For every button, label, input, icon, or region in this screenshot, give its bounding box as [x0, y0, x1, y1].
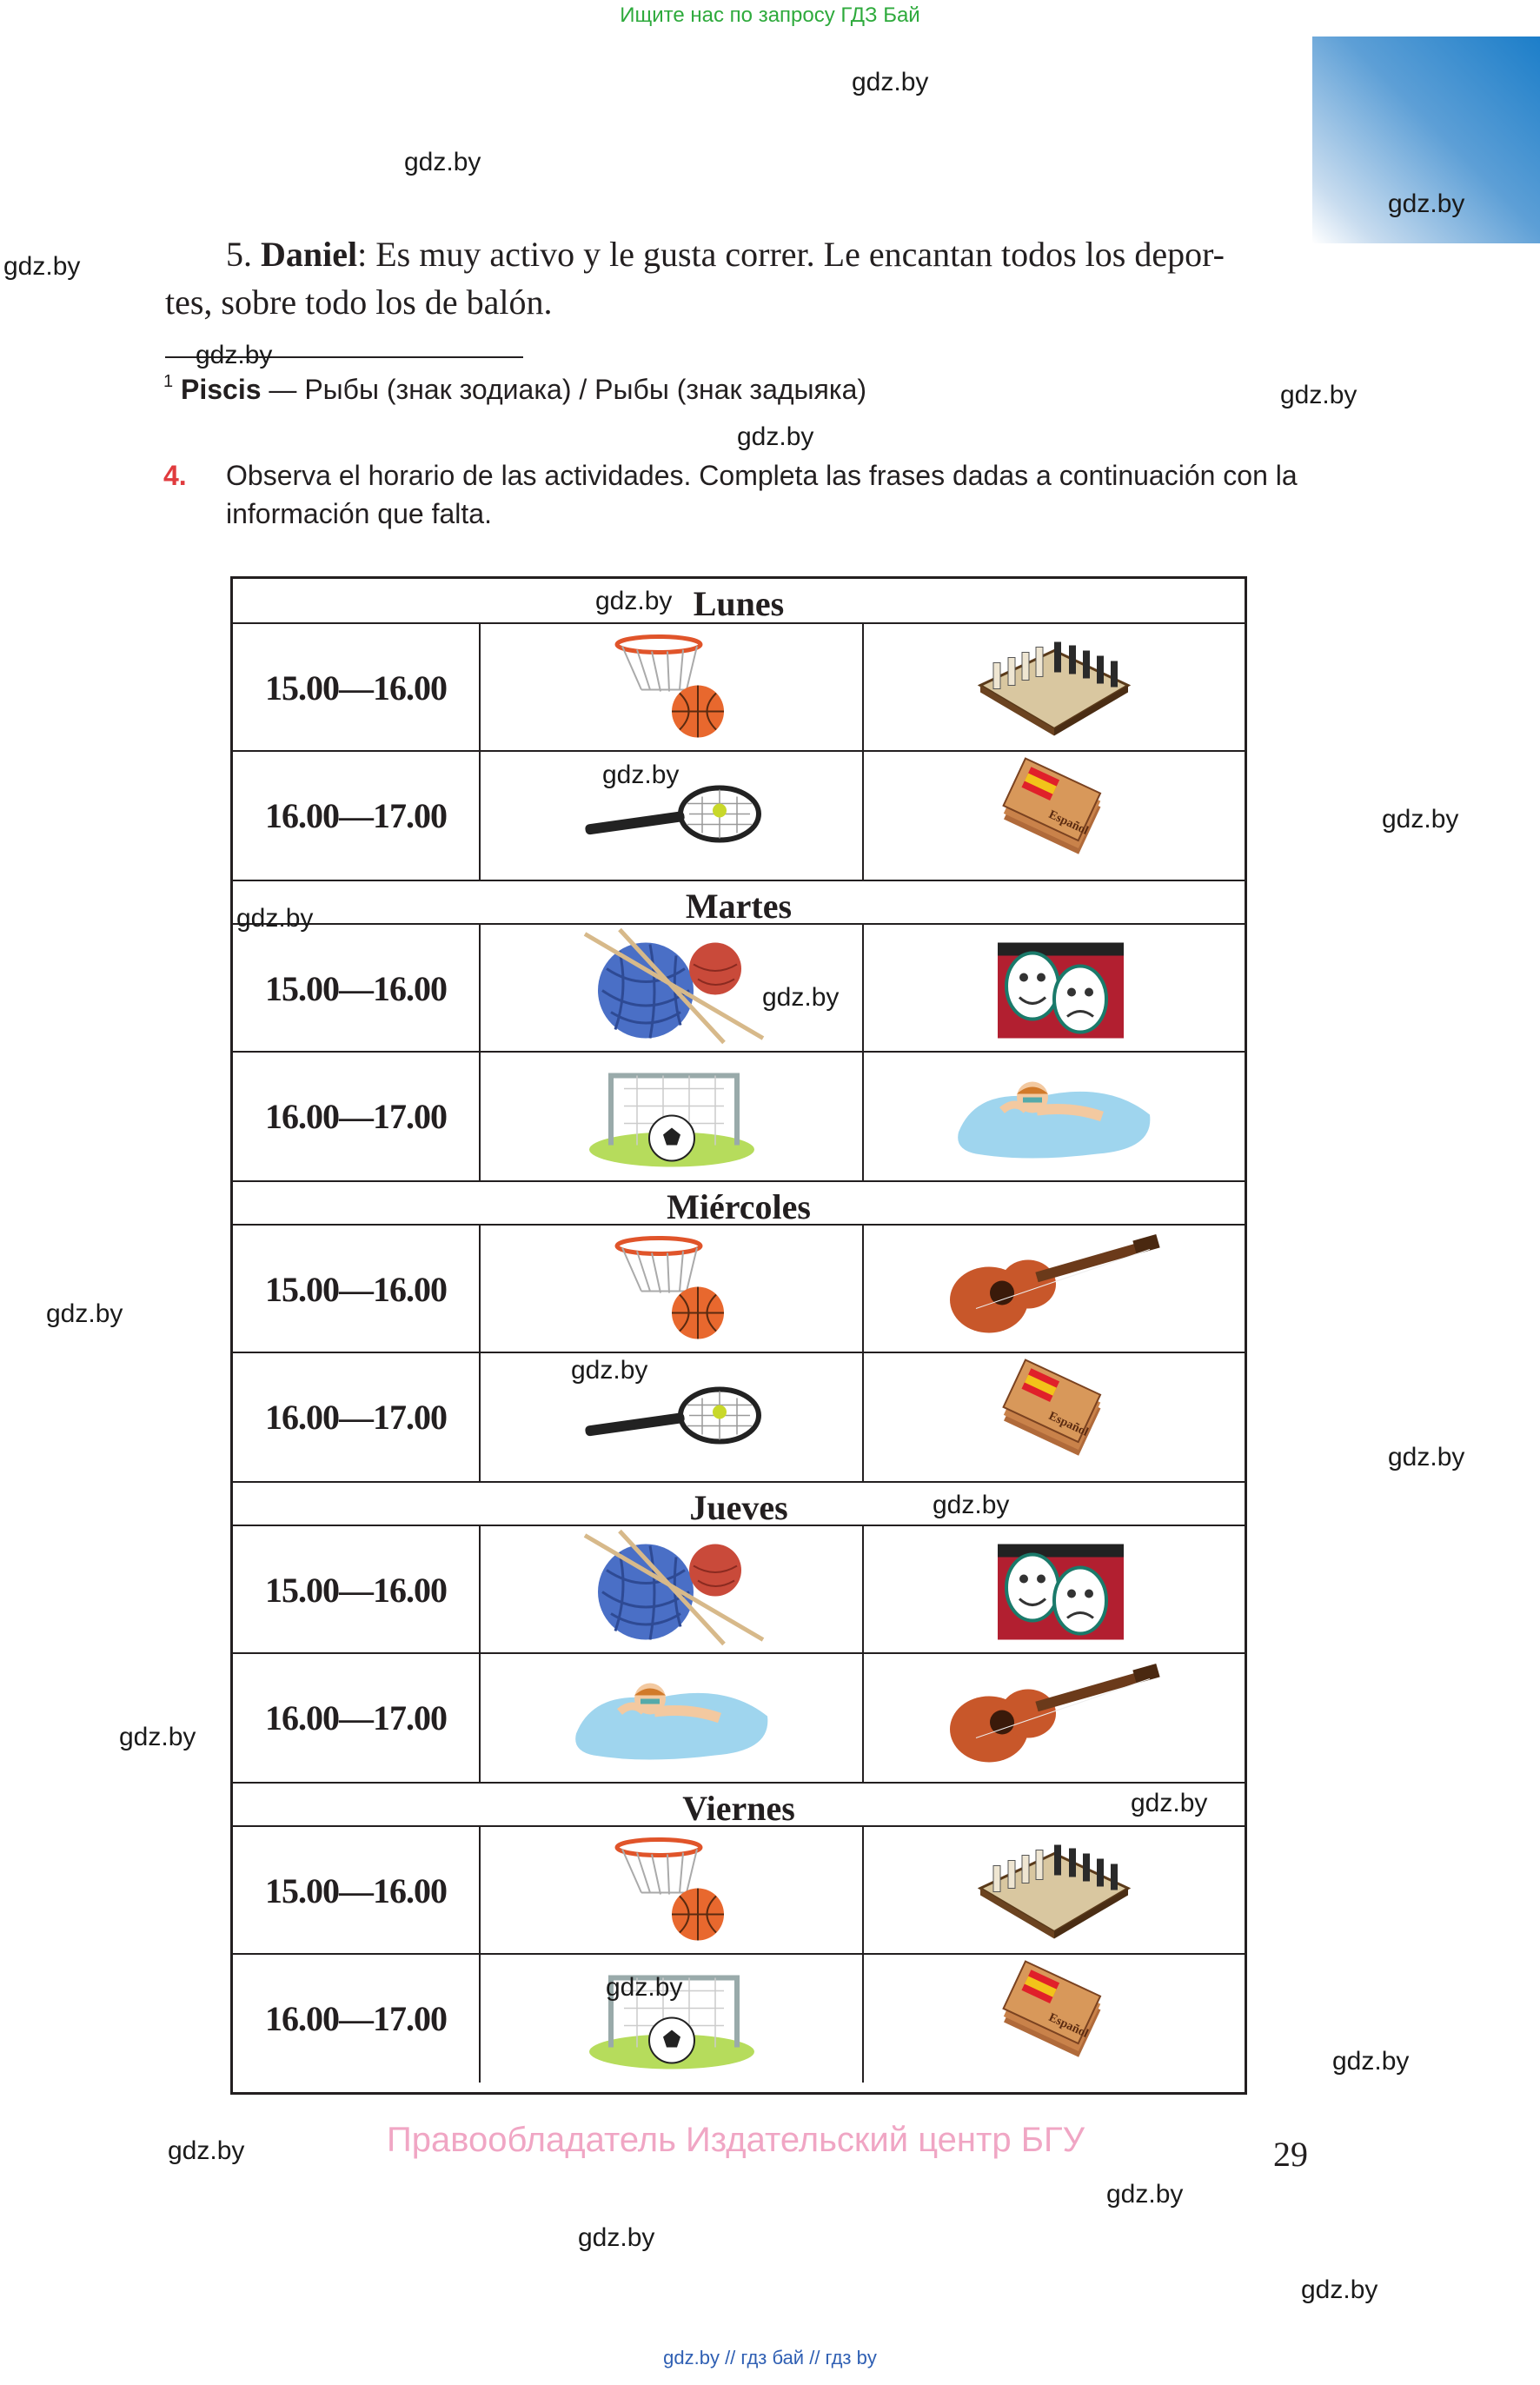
activity-cell	[864, 1654, 1245, 1782]
activity-cell	[864, 752, 1245, 880]
watermark: gdz.by	[168, 2136, 245, 2165]
schedule-row	[233, 925, 1245, 1053]
time-slot: 16.00—17.00	[233, 1053, 481, 1180]
time-slot: 15.00—16.00	[233, 925, 481, 1051]
yarn-knitting-icon	[568, 925, 776, 1051]
tennis-racket-icon	[576, 1380, 767, 1454]
item-number: 5.	[226, 235, 252, 274]
page-number: 29	[1273, 2135, 1308, 2174]
paragraph-daniel	[165, 230, 1312, 326]
chess-icon	[972, 633, 1137, 741]
basketball-icon	[607, 1831, 737, 1949]
theatre-masks-icon	[980, 1531, 1128, 1648]
watermark: gdz.by	[578, 2223, 655, 2252]
top-banner[interactable]: Ищите нас по запросу ГДЗ Бай	[620, 3, 920, 27]
activity-cell	[864, 624, 1245, 750]
watermark: gdz.by	[737, 422, 814, 451]
activity-cell	[481, 624, 864, 750]
activity-cell	[481, 1654, 864, 1782]
activity-cell	[864, 925, 1245, 1051]
task-number: 4.	[163, 460, 187, 491]
swimming-icon	[568, 1664, 776, 1772]
schedule-row	[233, 1827, 1245, 1955]
day-header: Viernes	[233, 1782, 1245, 1827]
time-slot: 15.00—16.00	[233, 1827, 481, 1953]
schedule-row	[233, 624, 1245, 752]
person-name: Daniel	[261, 235, 358, 274]
watermark: gdz.by	[119, 1723, 196, 1751]
watermark: gdz.by	[1388, 1443, 1465, 1472]
schedule-row	[233, 1654, 1245, 1782]
activity-cell	[864, 1226, 1245, 1352]
schedule-row	[233, 1526, 1245, 1654]
watermark: gdz.by	[602, 761, 680, 789]
activity-cell	[864, 1526, 1245, 1652]
svg-text:Español: Español	[1046, 1409, 1091, 1439]
basketball-icon	[607, 1230, 737, 1347]
schedule-row	[233, 1053, 1245, 1180]
schedule-table	[230, 576, 1247, 2095]
watermark: gdz.by	[46, 1299, 123, 1328]
watermark: gdz.by	[3, 252, 81, 281]
watermark: gdz.by	[595, 587, 673, 615]
football-goal-icon	[585, 1058, 759, 1175]
footnote-marker: 1	[163, 372, 174, 391]
activity-cell	[481, 1526, 864, 1652]
yarn-knitting-icon	[568, 1526, 776, 1652]
time-slot: 15.00—16.00	[233, 1526, 481, 1652]
watermark: gdz.by	[1280, 381, 1357, 409]
paragraph-text-cont: tes, sobre todo los de balón.	[165, 282, 553, 322]
schedule-row	[233, 1226, 1245, 1353]
activity-cell	[481, 1053, 864, 1180]
bottom-banner[interactable]: gdz.by // гдз бай // гдз by	[663, 2347, 877, 2368]
svg-text:Español: Español	[1046, 2010, 1091, 2041]
watermark: gdz.by	[1382, 805, 1459, 834]
watermark: gdz.by	[1131, 1789, 1208, 1817]
copyright-owner: Правообладатель Издательский центр БГУ	[387, 2121, 1085, 2159]
svg-text:Español: Español	[1046, 807, 1091, 838]
schedule-row	[233, 1955, 1245, 2083]
spanish-book-icon	[989, 1354, 1119, 1480]
activity-cell	[481, 1827, 864, 1953]
day-header: Miércoles	[233, 1180, 1245, 1226]
time-slot: 15.00—16.00	[233, 624, 481, 750]
time-slot: 16.00—17.00	[233, 1654, 481, 1782]
footnote-term: Piscis	[181, 374, 262, 405]
spanish-book-icon	[989, 1956, 1119, 2082]
watermark: gdz.by	[762, 983, 840, 1012]
activity-cell	[864, 1955, 1245, 2083]
watermark: gdz.by	[1301, 2275, 1378, 2304]
watermark: gdz.by	[606, 1973, 683, 2002]
guitar-icon	[941, 1659, 1167, 1777]
activity-cell	[864, 1827, 1245, 1953]
footnote-text: — Рыбы (знак зодиака) / Рыбы (знак задыяка)	[261, 374, 867, 405]
activity-cell	[481, 1226, 864, 1352]
watermark: gdz.by	[933, 1491, 1010, 1519]
footnote	[163, 374, 866, 406]
chess-icon	[972, 1836, 1137, 1944]
swimming-icon	[950, 1062, 1158, 1171]
watermark: gdz.by	[1388, 189, 1465, 218]
watermark: gdz.by	[1106, 2180, 1184, 2209]
day-header: Jueves	[233, 1481, 1245, 1526]
basketball-icon	[607, 628, 737, 746]
paragraph-text: : Es muy activo y le gusta correr. Le encantan todos los depor-	[357, 235, 1225, 274]
task-text: Observa el horario de las actividades. Completa las frases dadas a continuación con la información que falta.	[226, 460, 1298, 529]
time-slot: 16.00—17.00	[233, 1353, 481, 1481]
guitar-icon	[941, 1230, 1167, 1347]
schedule-row	[233, 1353, 1245, 1481]
day-header: Lunes	[233, 579, 1245, 624]
watermark: gdz.by	[571, 1356, 648, 1385]
theatre-masks-icon	[980, 929, 1128, 1046]
activity-cell	[481, 1353, 864, 1481]
day-header: Martes	[233, 880, 1245, 925]
time-slot: 16.00—17.00	[233, 752, 481, 880]
time-slot: 15.00—16.00	[233, 1226, 481, 1352]
task-4	[163, 456, 1328, 533]
watermark: gdz.by	[852, 68, 929, 96]
watermark: gdz.by	[236, 904, 314, 933]
watermark: gdz.by	[196, 341, 273, 369]
time-slot: 16.00—17.00	[233, 1955, 481, 2083]
spanish-book-icon	[989, 753, 1119, 879]
schedule-row	[233, 752, 1245, 880]
watermark: gdz.by	[404, 148, 481, 176]
activity-cell	[864, 1053, 1245, 1180]
watermark: gdz.by	[1332, 2047, 1410, 2076]
activity-cell	[864, 1353, 1245, 1481]
